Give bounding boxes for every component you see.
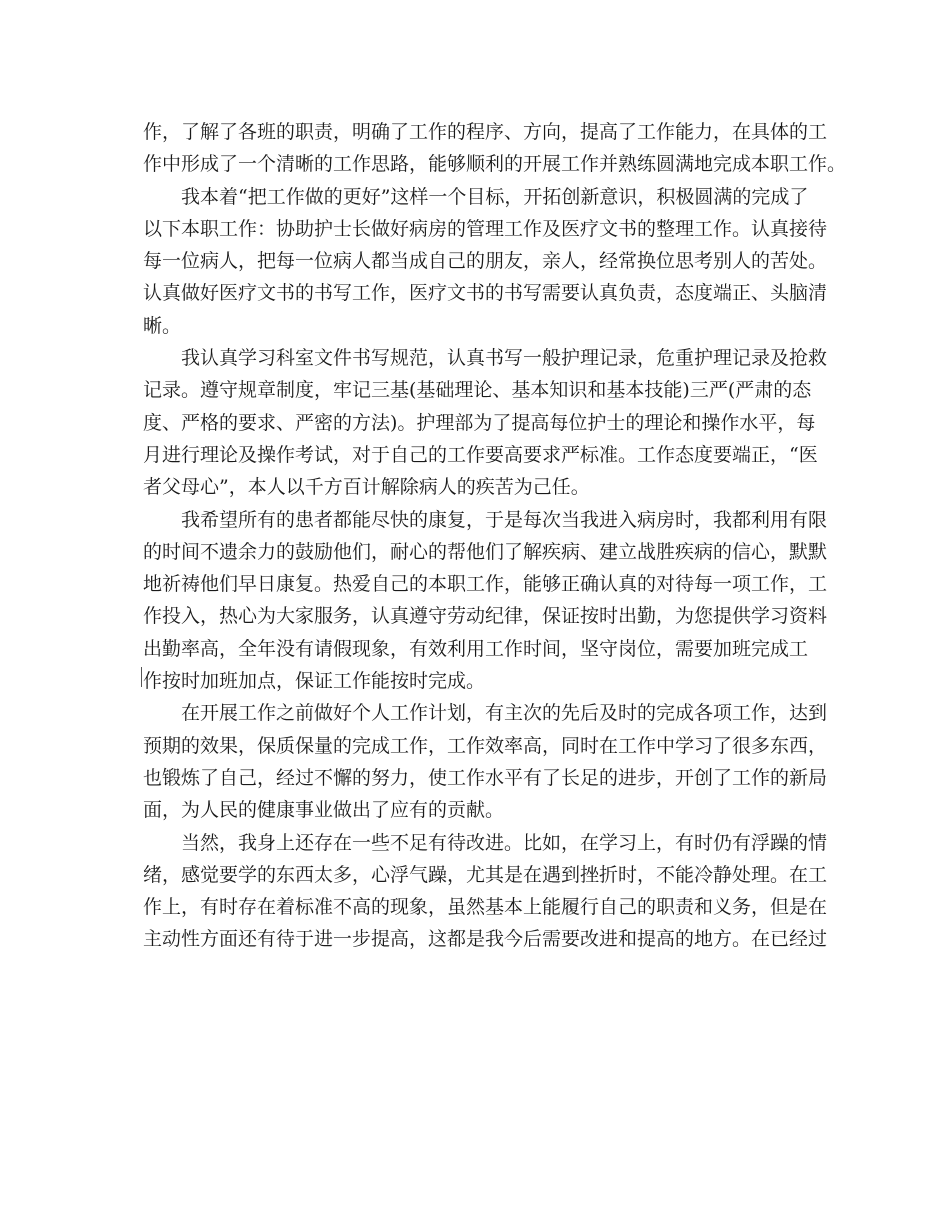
text-line: 作上，有时存在着标准不高的现象，虽然基本上能履行自己的职责和义务，但是在 [143, 896, 828, 919]
text-line: 绪，感觉要学的东西太多，心浮气躁，尤其是在遇到挫折时，不能冷静处理。在工 [143, 863, 828, 886]
text-cursor [141, 667, 142, 687]
text-line: 每一位病人，把每一位病人都当成自己的朋友，亲人，经常换位思考别人的苦处。 [143, 250, 828, 273]
document-body [143, 116, 847, 956]
text-line: 度、严格的要求、严密的方法)。护理部为了提高每位护士的理论和操作水平，每 [143, 411, 816, 434]
text-line: 预期的效果，保质保量的完成工作，工作效率高，同时在工作中学习了很多东西， [143, 734, 828, 757]
text-line: 面，为人民的健康事业做出了应有的贡献。 [143, 799, 505, 822]
text-line: 作，了解了各班的职责，明确了工作的程序、方向，提高了工作能力，在具体的工 [143, 121, 828, 143]
text-line: 作按时加班加点，保证工作能按时完成。 [143, 670, 486, 693]
text-line: 的时间不遗余力的鼓励他们，耐心的帮他们了解疾病、建立战胜疾病的信心，默默 [143, 540, 828, 563]
paragraph-start-line: 我希望所有的患者都能尽快的康复，于是每次当我进入病房时，我都利用有限 [181, 508, 828, 531]
text-line: 作投入，热心为大家服务，认真遵守劳动纪律，保证按时出勤，为您提供学习资料 [143, 605, 828, 628]
text-line: 晰。 [143, 314, 182, 337]
paragraph-start-line: 在开展工作之前做好个人工作计划，有主次的先后及时的完成各项工作，达到 [181, 702, 828, 725]
text-line: 记录。遵守规章制度，牢记三基(基础理论、基本知识和基本技能)三严(严肃的态 [143, 379, 812, 402]
text-line: 月进行理论及操作考试，对于自己的工作要高要求严标准。工作态度要端正，“医 [143, 443, 818, 466]
text-line: 出勤率高，全年没有请假现象，有效利用工作时间，坚守岗位，需要加班完成工 [143, 637, 809, 660]
paragraph-start-line: 我认真学习科室文件书写规范，认真书写一般护理记录，危重护理记录及抢救 [181, 347, 828, 370]
text-line: 地祈祷他们早日康复。热爱自己的本职工作，能够正确认真的对待每一项工作，工 [143, 573, 828, 596]
text-line: 者父母心”，本人以千方百计解除病人的疾苦为己任。 [143, 476, 590, 499]
paragraph-start-line: 当然，我身上还存在一些不足有待改进。比如，在学习上，有时仍有浮躁的情 [181, 831, 828, 854]
paragraph-start-line: 我本着“把工作做的更好”这样一个目标，开拓创新意识，积极圆满的完成了 [181, 185, 809, 208]
text-line: 也锻炼了自己，经过不懈的努力，使工作水平有了长足的进步，开创了工作的新局 [143, 766, 828, 789]
text-line: 主动性方面还有待于进一步提高，这都是我今后需要改进和提高的地方。在已经过 [143, 928, 828, 951]
text-line: 以下本职工作：协助护士长做好病房的管理工作及医疗文书的整理工作。认真接待 [143, 217, 828, 240]
text-line: 作中形成了一个清晰的工作思路，能够顺利的开展工作并熟练圆满地完成本职工作。 [143, 153, 847, 176]
text-line: 认真做好医疗文书的书写工作，医疗文书的书写需要认真负责，态度端正、头脑清 [143, 282, 828, 305]
